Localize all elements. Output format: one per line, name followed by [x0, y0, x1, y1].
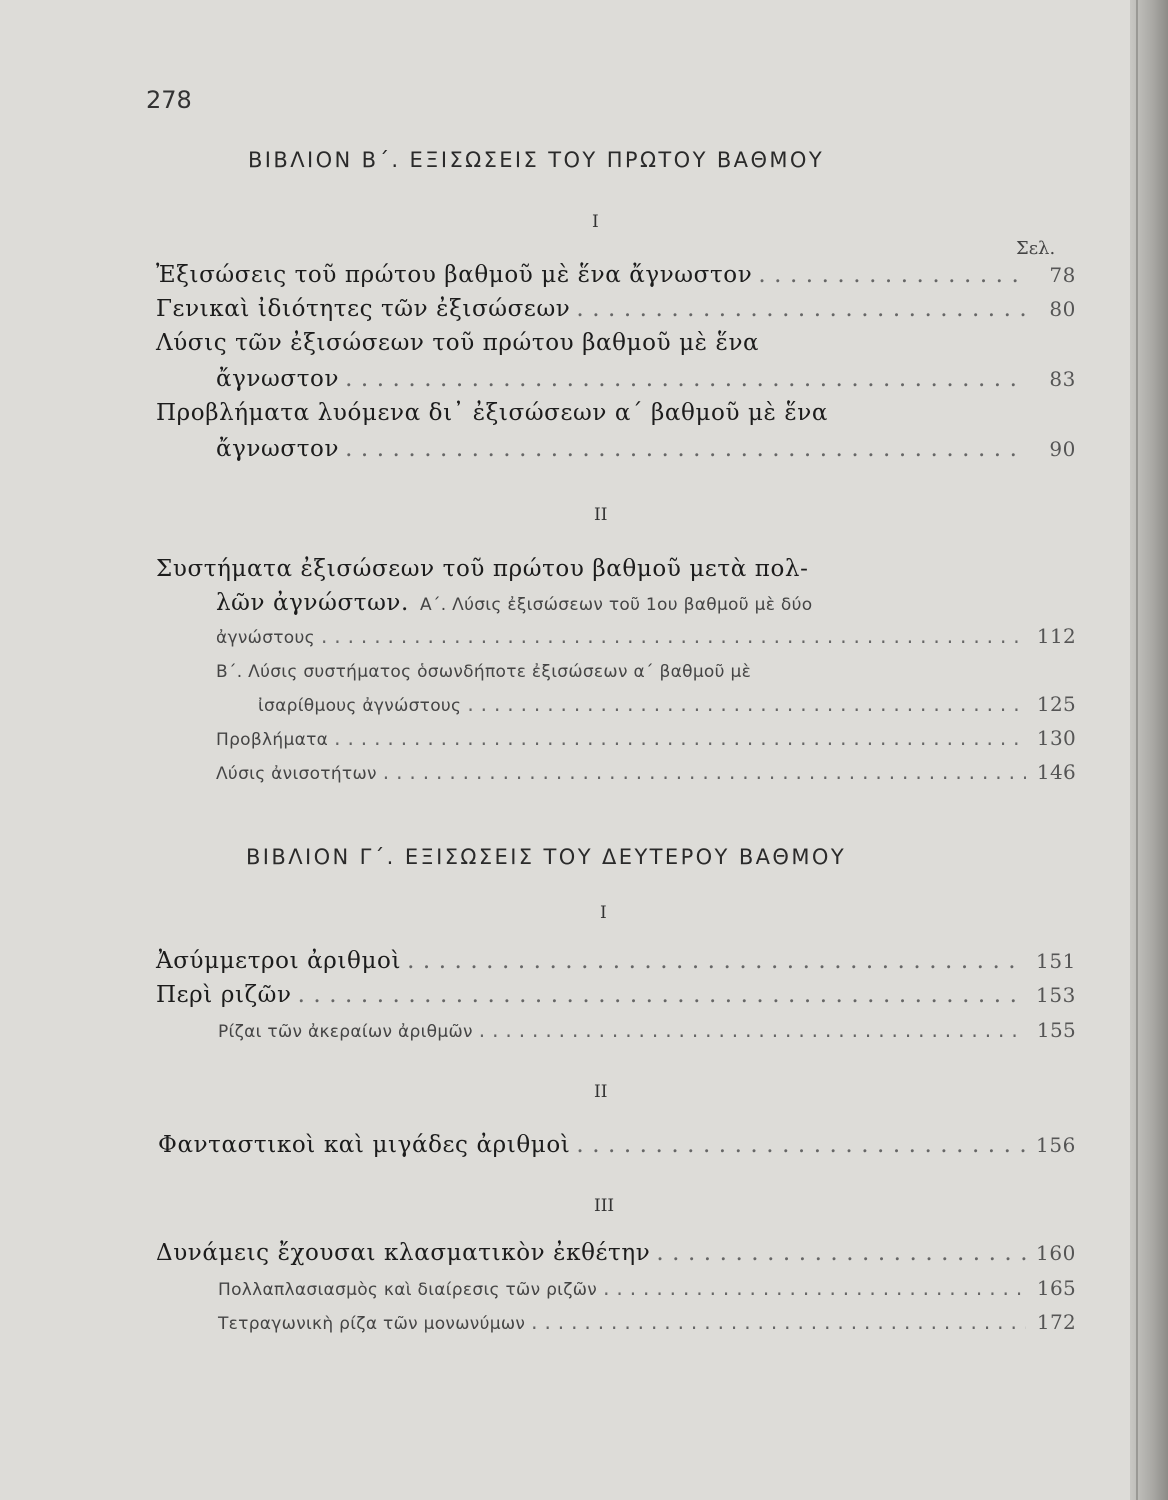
- toc-entry: [158, 1132, 1076, 1158]
- leader-dots: [334, 726, 1026, 750]
- leader-dots: [298, 982, 1026, 1008]
- systems-title-line2: λῶν ἀγνώστων.: [216, 590, 409, 616]
- toc-entry-title-line2: ἄγνωστον: [216, 436, 340, 462]
- leader-dots: [345, 366, 1026, 392]
- toc-subentry: [216, 760, 1076, 784]
- book-b-section-2-mark: ΙΙ: [594, 505, 608, 525]
- book-b-section-1-mark: Ι: [592, 212, 599, 232]
- page-number: 278: [146, 86, 192, 114]
- toc-subentry: [218, 1018, 1076, 1042]
- toc-entry-page: 130: [1036, 726, 1076, 750]
- leader-dots: [321, 624, 1026, 648]
- toc-entry-title: Γενικαὶ ἰδιότητες τῶν ἐξισώσεων: [156, 296, 571, 322]
- toc-subentry-title: Ρίζαι τῶν ἀκεραίων ἀριθμῶν: [218, 1022, 473, 1042]
- toc-entry-page: 156: [1036, 1133, 1076, 1157]
- leader-dots: [603, 1276, 1026, 1300]
- toc-entry-page: 172: [1036, 1310, 1076, 1334]
- systems-line2: [216, 590, 812, 616]
- toc-subentry-title: Λύσις ἀνισοτήτων: [216, 764, 377, 784]
- toc-entry-page: 155: [1036, 1018, 1076, 1042]
- leader-dots: [576, 296, 1026, 322]
- systems-subentry-a: Α΄. Λύσις ἐξισώσεων τοῦ 1ου βαθμοῦ μὲ δύο: [420, 595, 813, 615]
- toc-entry: [156, 1240, 1076, 1266]
- page-column-label: Σελ.: [1016, 238, 1056, 259]
- book-b-title: ΒΙΒΛΙΟΝ Β΄. ΕΞΙΣΩΣΕΙΣ ΤΟΥ ΠΡΩΤΟΥ ΒΑΘΜΟΥ: [248, 148, 825, 172]
- book-c-section-3-mark: ΙΙΙ: [594, 1196, 615, 1216]
- toc-entry-page: 160: [1036, 1241, 1076, 1265]
- systems-title-line1: Συστήματα ἐξισώσεων τοῦ πρώτου βαθμοῦ μετὰ πολ-: [156, 556, 809, 582]
- toc-entry-page: 80: [1049, 297, 1076, 321]
- leader-dots: [467, 692, 1026, 716]
- toc-subentry-title-line1: Β΄. Λύσις συστήματος ὁσωνδήποτε ἐξισώσεων α΄ βαθμοῦ μὲ: [216, 662, 752, 682]
- leader-dots: [758, 262, 1026, 288]
- toc-entry-title: Φανταστικοὶ καὶ μιγάδες ἀριθμοὶ: [158, 1132, 571, 1158]
- toc-entry-page: 83: [1049, 367, 1076, 391]
- spine-shadow-line: [1136, 0, 1138, 1500]
- toc-entry-title: Δυνάμεις ἔχουσαι κλασματικὸν ἐκθέτην: [156, 1240, 651, 1266]
- toc-subentry-title-line2: ἰσαρίθμους ἀγνώστους: [258, 696, 462, 716]
- toc-entry-title-line1: Προβλήματα λυόμενα δι᾽ ἐξισώσεων α΄ βαθμοῦ μὲ ἕνα: [156, 400, 829, 426]
- toc-subentry: [216, 726, 1076, 750]
- toc-subentry-title: Τετραγωνικὴ ρίζα τῶν μονωνύμων: [218, 1314, 526, 1334]
- toc-entry-title-line1: Λύσις τῶν ἐξισώσεων τοῦ πρώτου βαθμοῦ μὲ ἕνα: [156, 330, 760, 356]
- book-c-section-2-mark: ΙΙ: [594, 1082, 608, 1102]
- toc-entry-title: Περὶ ριζῶν: [156, 982, 292, 1008]
- book-c-section-1-mark: Ι: [600, 903, 607, 923]
- toc-entry: [156, 982, 1076, 1008]
- toc-subentry: [216, 624, 1076, 648]
- toc-entry: [156, 296, 1076, 322]
- toc-subentry: [218, 1276, 1076, 1300]
- toc-entry-page: 78: [1049, 263, 1076, 287]
- toc-subentry: [218, 1310, 1076, 1334]
- leader-dots: [383, 760, 1026, 784]
- toc-entry-title: Ἀσύμμετροι ἀριθμοὶ: [156, 948, 402, 974]
- toc-subentry-title: Πολλαπλασιασμὸς καὶ διαίρεσις τῶν ριζῶν: [218, 1280, 598, 1300]
- toc-entry-page: 153: [1036, 983, 1076, 1007]
- toc-entry: [216, 436, 1076, 462]
- toc-entry-page: 151: [1036, 949, 1076, 973]
- leader-dots: [576, 1132, 1026, 1158]
- toc-entry: [156, 948, 1076, 974]
- toc-subentry-title: Προβλήματα: [216, 730, 329, 750]
- toc-subentry: [258, 692, 1076, 716]
- leader-dots: [531, 1310, 1026, 1334]
- toc-entry-page: 90: [1049, 437, 1076, 461]
- toc-entry: [216, 366, 1076, 392]
- leader-dots: [345, 436, 1026, 462]
- toc-entry-page: 146: [1036, 760, 1076, 784]
- toc-entry-page: 125: [1036, 692, 1076, 716]
- toc-entry: [156, 262, 1076, 288]
- toc-entry-page: 165: [1036, 1276, 1076, 1300]
- toc-subentry-title: ἀγνώστους: [216, 628, 315, 648]
- leader-dots: [656, 1240, 1026, 1266]
- toc-entry-page: 112: [1036, 624, 1076, 648]
- toc-entry-title-line2: ἄγνωστον: [216, 366, 340, 392]
- toc-entry-title: Ἐξισώσεις τοῦ πρώτου βαθμοῦ μὲ ἕνα ἄγνωστον: [156, 262, 753, 288]
- leader-dots: [407, 948, 1026, 974]
- leader-dots: [479, 1018, 1026, 1042]
- book-c-title: ΒΙΒΛΙΟΝ Γ΄. ΕΞΙΣΩΣΕΙΣ ΤΟΥ ΔΕΥΤΕΡΟΥ ΒΑΘΜΟΥ: [246, 845, 847, 869]
